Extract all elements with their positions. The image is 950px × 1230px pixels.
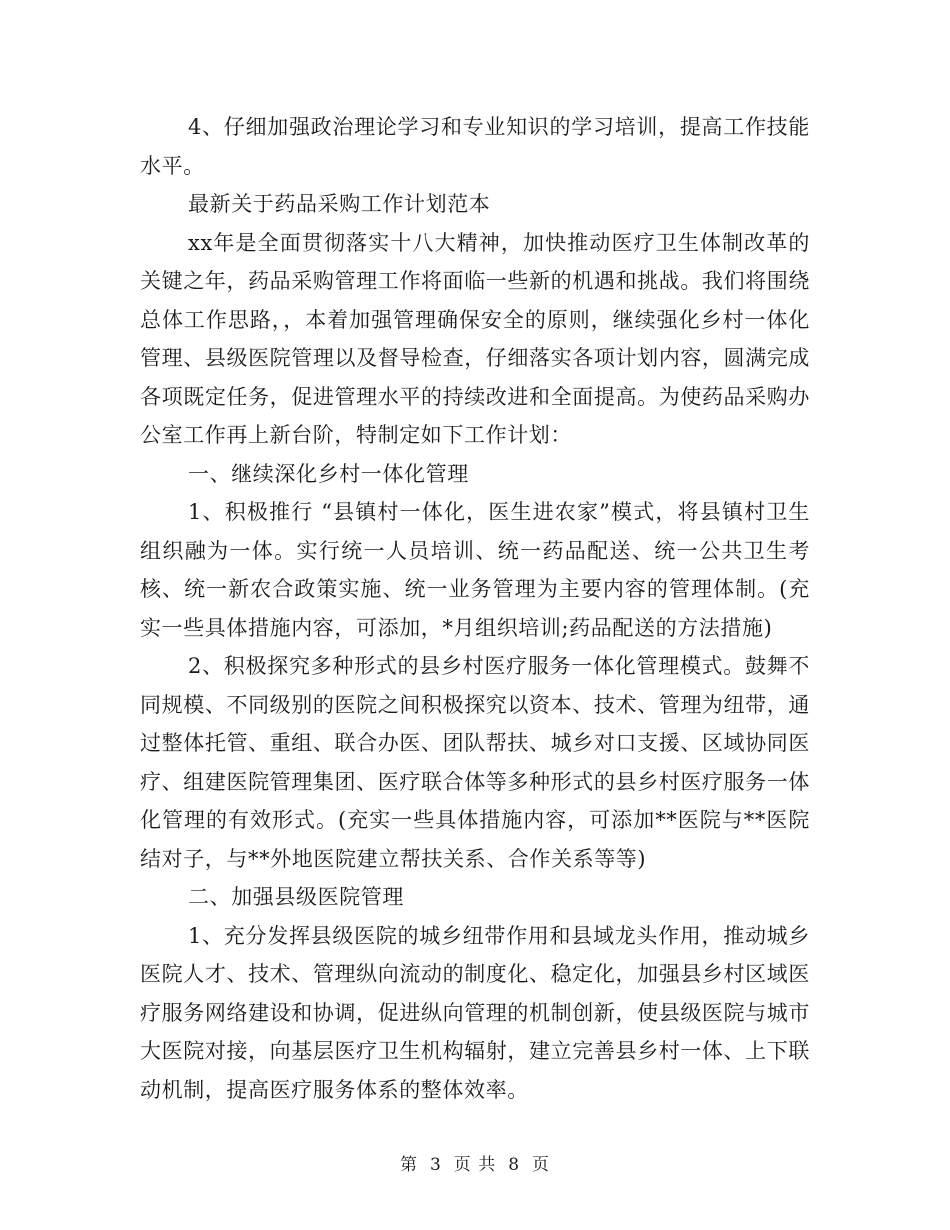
page-current: 3 [429, 1155, 442, 1175]
document-title: 最新关于药品采购工作计划范本 [188, 192, 491, 216]
paragraph-1-2: 2、积极探究多种形式的县乡村医疗服务一体化管理模式。鼓舞不同规模、不同级别的医院之间积极探究以资本、技术、管理为纽带，通过整体托管、重组、联合办医、团队帮扶、城乡对口支援、区域协同医疗、组建医院管理集团、医疗联合体等多种形式的县乡村医疗服务一体化管理的有效形式。(充实一些具体措施内容，可添加**医院与**医院结对子，与**外地医院建立帮扶关系、合作关系等等) [140, 654, 810, 871]
paragraph-intro: xx年是全面贯彻落实十八大精神，加快推动医疗卫生体制改革的关键之年，药品采购管理工作将面临一些新的机遇和挑战。我们将围绕总体工作思路，，本着加强管理确保安全的原则，继续强化乡村一体化管理、县级医院管理以及督导检查，仔细落实各项计划内容，圆满完成各项既定任务，促进管理水平的持续改进和全面提高。为使药品采购办公室工作再上新台阶，特制定如下工作计划： [140, 230, 810, 447]
section-heading-1: 一、继续深化乡村一体化管理 [188, 461, 469, 486]
section-heading-2: 二、加强县级医院管理 [188, 885, 404, 909]
paragraph-1-1: 1、积极推行 “县镇村一体化，医生进农家”模式，将县镇村卫生组织融为一体。实行统一人员培训、统一药品配送、统一公共卫生考核、统一新农合政策实施、统一业务管理为主要内容的管理体制。(充实一些具体措施内容，可添加，*月组织培训;药品配送的方法措施) [140, 500, 810, 640]
paragraph-2-1: 1、充分发挥县级医院的城乡纽带作用和县域龙头作用，推动城乡医院人才、技术、管理纵向流动的制度化、稳定化，加强县乡村区域医疗服务网络建设和协调，促进纵向管理的机制创新，使县级医院与城市大医院对接，向基层医疗卫生机构辐射，建立完善县乡村一体、上下联动机制，提高医疗服务体系的整体效率。 [140, 923, 810, 1102]
page-total: 8 [508, 1155, 521, 1175]
page-label-prefix: 第 [399, 1155, 418, 1175]
page-label-suffix: 页 [532, 1155, 551, 1175]
page-label-mid: 页 共 [453, 1155, 497, 1175]
page-footer [0, 1150, 950, 1175]
document-body [140, 108, 810, 1109]
paragraph-study-training: 4、仔细加强政治理论学习和专业知识的学习培训，提高工作技能水平。 [140, 115, 810, 178]
